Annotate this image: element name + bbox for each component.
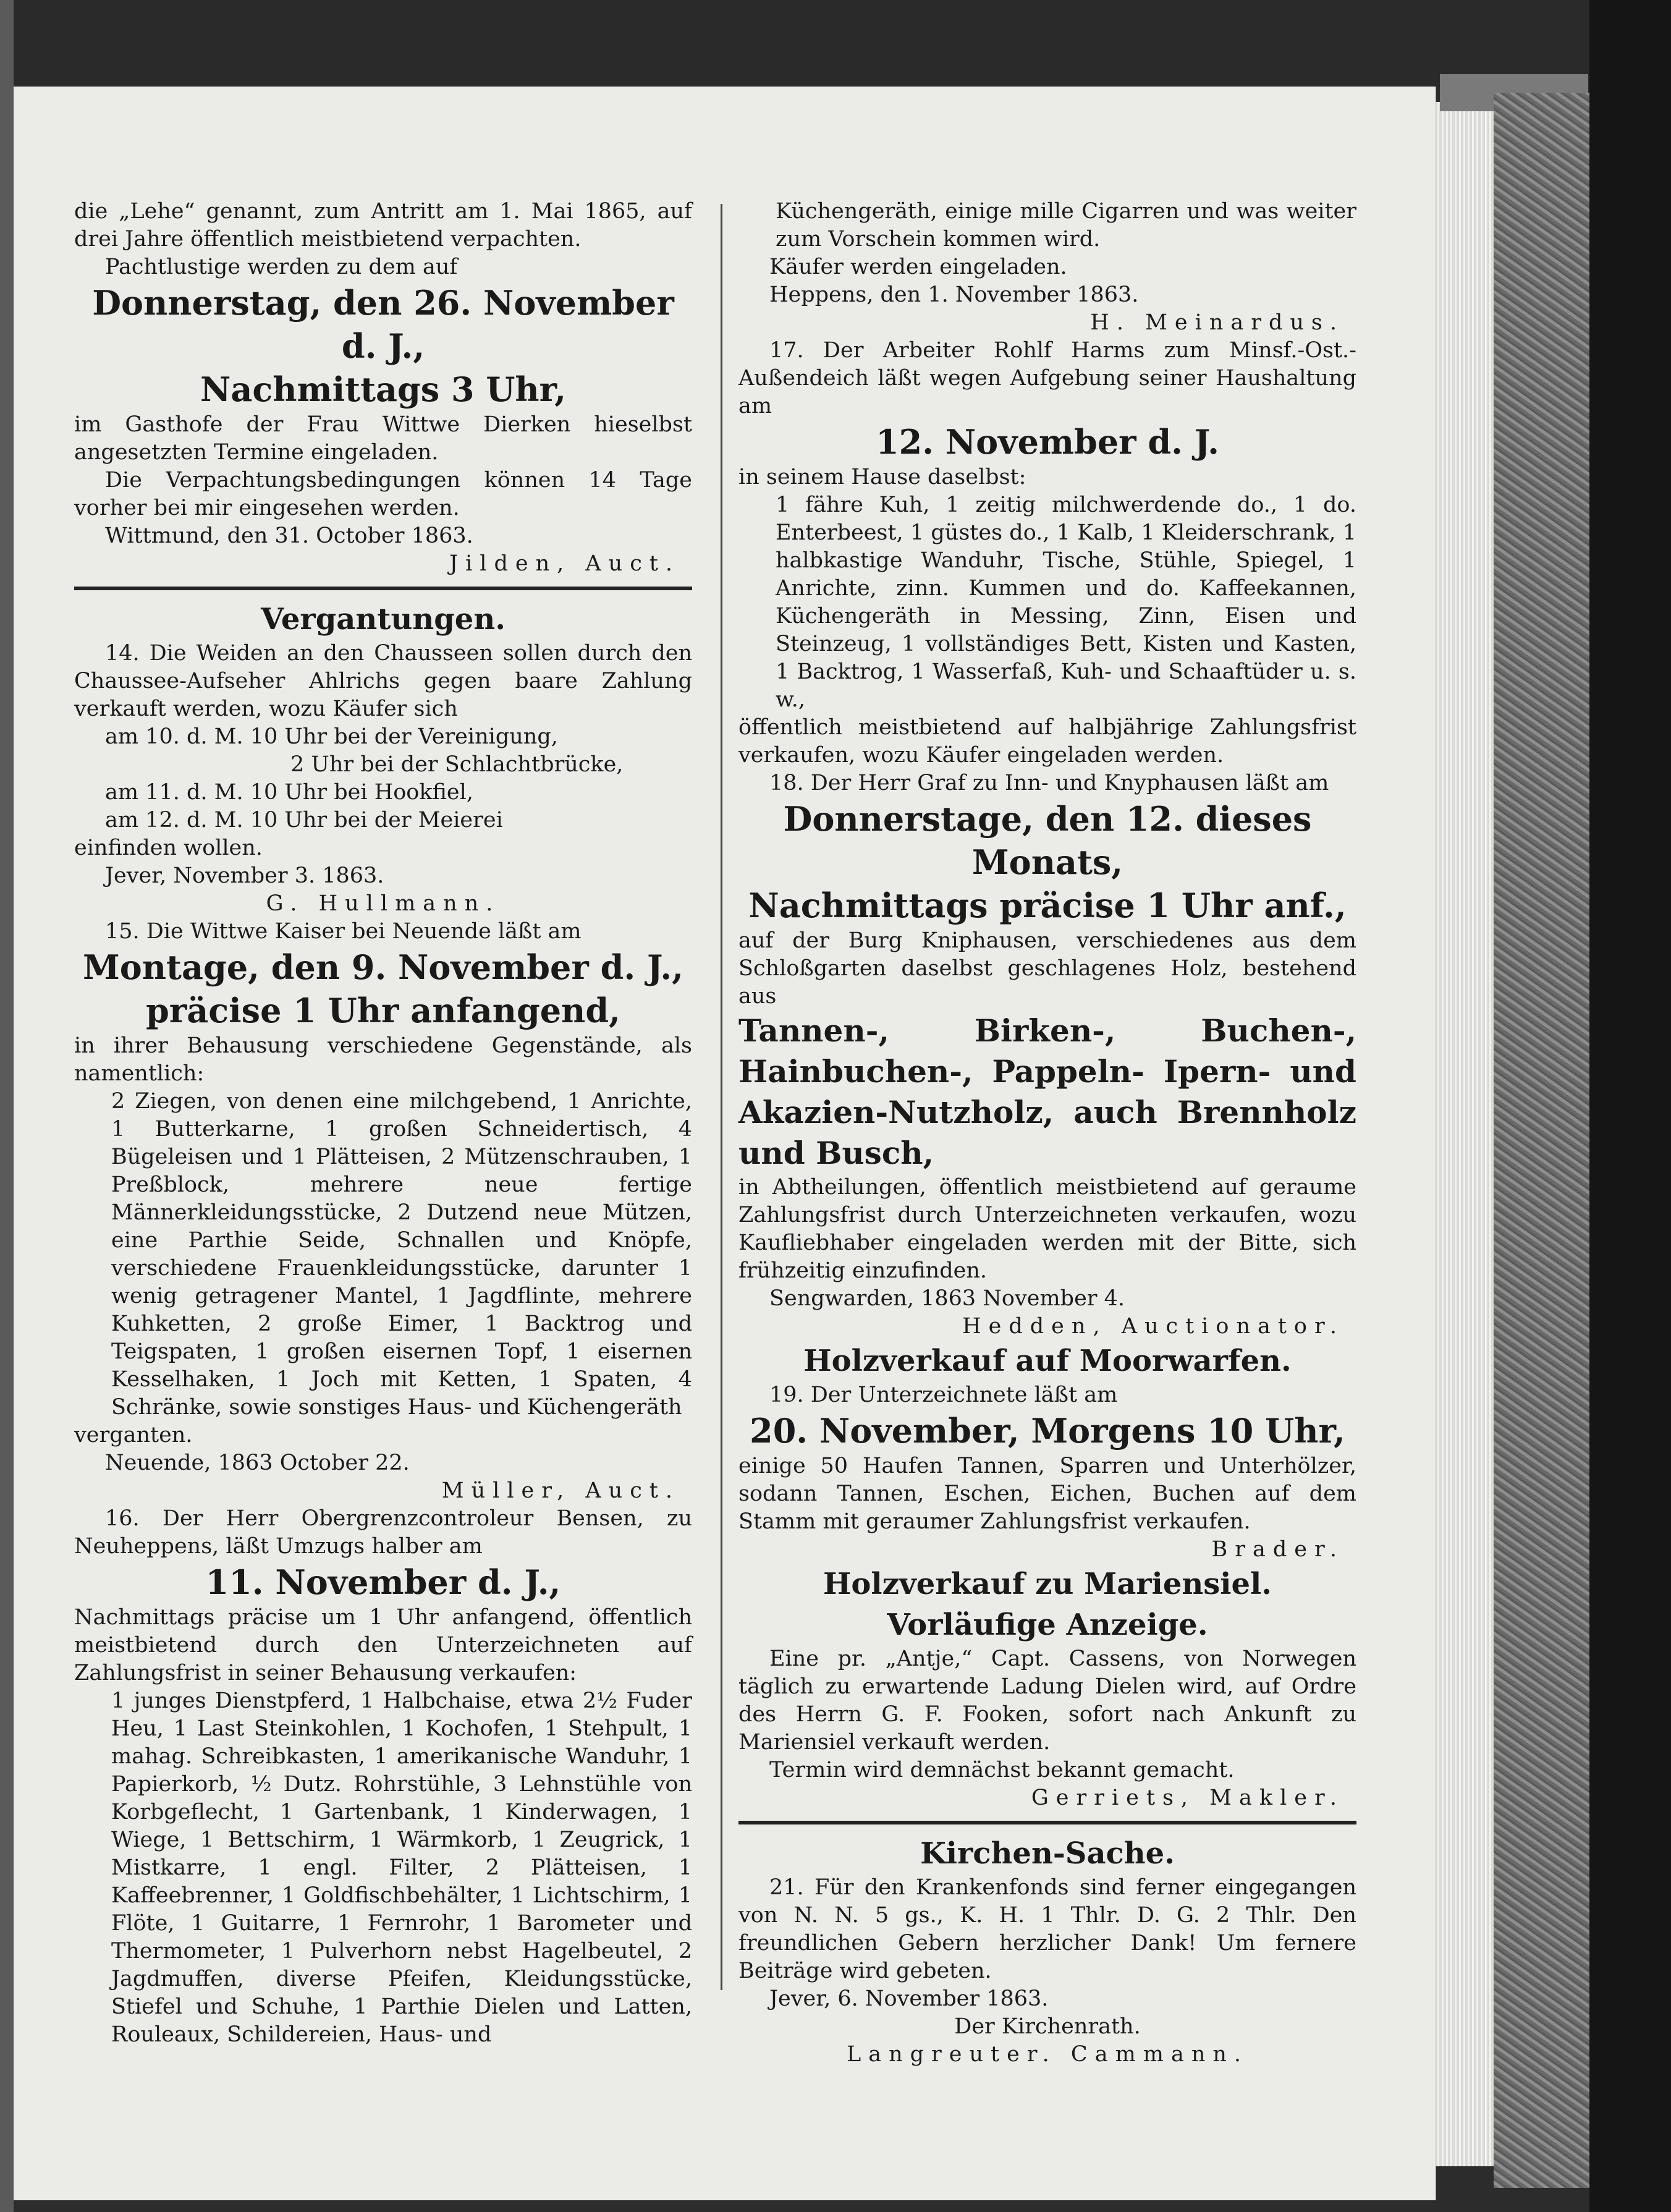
headline-date: Donnerstage, den 12. dieses Monats, bbox=[783, 799, 1312, 882]
notice-text: Eine pr. „Antje,“ Capt. Cassens, von Norwegen täglich zu erwartende Ladung Dielen wird, auf Ordre des Herrn G. F. Fooken, sofort nach Ankunft zu Mariensiel verkauft werden. bbox=[738, 1646, 1356, 1755]
headline-time: Nachmittags präcise 1 Uhr anf., bbox=[748, 886, 1347, 925]
text: Küchengeräth, einige mille Cigarren und was weiter zum Vorschein kommen wird. bbox=[776, 199, 1356, 252]
signature: H. Meinardus. bbox=[1090, 310, 1344, 335]
place-date: Jever, 6. November 1863. bbox=[769, 1986, 1049, 2011]
headline-goods: Tannen-, Birken-, Buchen-, Hainbuchen-, Pappeln- Ipern- und Akazien-Nutzholz, auch Brennholz und Busch, bbox=[738, 1012, 1356, 1171]
signature: Langreuter. Cammann. bbox=[846, 2042, 1249, 2067]
right-column bbox=[738, 198, 1356, 2069]
text: im Gasthofe der Frau Wittwe Dierken hieselbst angesetzten Termine eingeladen. bbox=[74, 412, 692, 465]
page-stack-edges bbox=[1435, 102, 1494, 2166]
section-heading: Kirchen-Sache. bbox=[920, 1836, 1175, 1871]
notice-text: 18. Der Herr Graf zu Inn- und Knyphausen läßt am bbox=[769, 771, 1329, 795]
text: in seinem Hause daselbst: bbox=[738, 465, 1026, 489]
place-date: Wittmund, den 31. October 1863. bbox=[105, 523, 473, 548]
headline-date: Montage, den 9. November d. J., bbox=[83, 947, 683, 987]
notice-text: 14. Die Weiden an den Chausseen sollen durch den Chaussee-Aufseher Ahlrichs gegen baare Zahlung verkauft werden, wozu Käufer sich bbox=[74, 641, 692, 721]
text: Käufer werden eingeladen. bbox=[769, 255, 1067, 279]
signature: Brader. bbox=[1211, 1537, 1344, 1562]
notice-text: 21. Für den Krankenfonds sind ferner eingegangen von N. N. 5 gs., K. H. 1 Thlr. D. G. 2 Thlr. Den freundlichen Gebern herzlicher Dank! Um fernere Beiträge wird gebeten. bbox=[738, 1875, 1356, 1983]
section-heading: Vergantungen. bbox=[261, 602, 506, 637]
schedule-line: 2 Uhr bei der Schlachtbrücke, bbox=[290, 752, 624, 777]
notice-text: 17. Der Arbeiter Rohlf Harms zum Minsf.-Ost.-Außendeich läßt wegen Aufgebung seiner Haushaltung am bbox=[738, 338, 1356, 418]
headline-date: 12. November d. J. bbox=[876, 422, 1219, 462]
schedule-line: am 12. d. M. 10 Uhr bei der Meierei bbox=[105, 808, 503, 833]
headline-date: 20. November, Morgens 10 Uhr, bbox=[750, 1411, 1345, 1451]
notice-text: 15. Die Wittwe Kaiser bei Neuende läßt am bbox=[105, 919, 582, 944]
facing-page-edge bbox=[0, 0, 14, 2212]
text: Die Verpachtungsbedingungen können 14 Tage vorher bei mir eingesehen werden. bbox=[74, 468, 692, 520]
signature: Jilden, Auct. bbox=[449, 551, 680, 576]
signature: Hedden, Auctionator. bbox=[962, 1314, 1344, 1339]
schedule-line: am 10. d. M. 10 Uhr bei der Vereinigung, bbox=[105, 724, 558, 749]
signature: Gerriets, Makler. bbox=[1031, 1786, 1344, 1810]
section-rule bbox=[738, 1821, 1356, 1824]
place-date: Sengwarden, 1863 November 4. bbox=[769, 1286, 1125, 1311]
scan-background-right bbox=[1589, 0, 1671, 2212]
text: Pachtlustige werden zu dem auf bbox=[105, 255, 458, 279]
section-subheading: Vorläufige Anzeige. bbox=[887, 1608, 1208, 1642]
signature: Müller, Auct. bbox=[441, 1478, 680, 1503]
place-date: Jever, November 3. 1863. bbox=[105, 863, 384, 888]
notice-text: 19. Der Unterzeichnete läßt am bbox=[769, 1383, 1118, 1407]
section-rule bbox=[74, 587, 692, 590]
item-list: 1 fähre Kuh, 1 zeitig milchwerdende do., 1 do. Enterbeest, 1 güstes do., 1 Kalb, 1 Kleiderschrank, 1 halbkastige Wanduhr, Tische, Stühle, Spiegel, 1 Anrichte, zinn. Kummen und do. Kaffeekannen, Küchengeräth in Messing, Zinn, Eisen und Steinzeug, 1 vollständiges Bett, Kisten und Kasten, 1 Backtrog, 1 Wasserfaß, Kuh- und Schaaftüder u. s. w., bbox=[776, 493, 1356, 712]
signature-title: Der Kirchenrath. bbox=[954, 2014, 1141, 2039]
place-date: Heppens, den 1. November 1863. bbox=[769, 282, 1139, 307]
marbled-book-cover bbox=[1494, 93, 1589, 2188]
headline-date: Donnerstag, den 26. November d. J., bbox=[92, 283, 674, 366]
text: in ihrer Behausung verschiedene Gegenstände, als namentlich: bbox=[74, 1033, 692, 1086]
headline-date: 11. November d. J., bbox=[205, 1562, 561, 1602]
text: auf der Burg Kniphausen, verschiedenes aus dem Schloßgarten daselbst geschlagenes Holz, bestehend aus bbox=[738, 928, 1356, 1009]
notice-text: 16. Der Herr Obergrenzcontroleur Bensen, zu Neuheppens, läßt Umzugs halber am bbox=[74, 1506, 692, 1559]
column-divider bbox=[721, 204, 722, 1990]
text: einfinden wollen. bbox=[74, 836, 263, 860]
text: die „Lehe“ genannt, zum Antritt am 1. Mai 1865, auf drei Jahre öffentlich meistbietend verpachten. bbox=[74, 199, 692, 252]
schedule-line: am 11. d. M. 10 Uhr bei Hookfiel, bbox=[105, 780, 473, 805]
text: Nachmittags präcise um 1 Uhr anfangend, öffentlich meistbietend durch den Unterzeichneten auf Zahlungsfrist in seiner Behausung verkaufen: bbox=[74, 1605, 692, 1685]
text: in Abtheilungen, öffentlich meistbietend auf geraume Zahlungsfrist durch Unterzeichneten verkaufen, wozu Kaufliebhaber eingeladen werden mit der Bitte, sich frühzeitig einzufinden. bbox=[738, 1175, 1356, 1283]
headline-time: Nachmittags 3 Uhr, bbox=[200, 370, 567, 409]
headline-time: präcise 1 Uhr anfangend, bbox=[146, 991, 620, 1030]
scan-background-top bbox=[14, 0, 1670, 87]
text: Termin wird demnächst bekannt gemacht. bbox=[769, 1758, 1235, 1782]
signature: G. Hullmann. bbox=[266, 891, 501, 916]
section-heading: Holzverkauf zu Mariensiel. bbox=[823, 1567, 1272, 1601]
left-column bbox=[74, 198, 692, 2049]
text: einige 50 Haufen Tannen, Sparren und Unterhölzer, sodann Tannen, Eschen, Eichen, Buchen auf dem Stamm mit geraumer Zahlungsfrist verkaufen. bbox=[738, 1454, 1356, 1534]
section-heading: Holzverkauf auf Moorwarfen. bbox=[803, 1344, 1292, 1378]
place-date: Neuende, 1863 October 22. bbox=[105, 1451, 410, 1475]
item-list: 2 Ziegen, von denen eine milchgebend, 1 Anrichte, 1 Butterkarne, 1 großen Schneidertisch, 4 Bügeleisen und 1 Plätteisen, 2 Mützenschrauben, 1 Preßblock, mehrere neue fertige Männerkleidungsstücke, 2 Dutzend neue Mützen, eine Parthie Seide, Schnallen und Knöpfe, verschiedene Frauenkleidungsstücke, darunter 1 wenig getragener Mantel, 1 Jagdflinte, mehrere Kuhketten, 2 große Eimer, 1 Backtrog und Teigspaten, 1 großen eisernen Topf, 1 eisernen Kesselhaken, 1 Joch mit Ketten, 1 Spaten, 4 Schränke, sowie sonstiges Haus- und Küchengeräth bbox=[111, 1089, 692, 1420]
item-list: 1 junges Dienstpferd, 1 Halbchaise, etwa 2½ Fuder Heu, 1 Last Steinkohlen, 1 Kochofen, 1 Stehpult, 1 mahag. Schreibkasten, 1 amerikanische Wanduhr, 1 Papierkorb, ½ Dutz. Rohrstühle, 3 Lehnstühle von Korbgeflecht, 1 Gartenbank, 1 Kinderwagen, 1 Wiege, 1 Bettschirm, 1 Wärmkorb, 1 Zeugrick, 1 Mistkarre, 1 engl. Filter, 2 Plätteisen, 1 Kaffeebrenner, 1 Goldfischbehälter, 1 Lichtschirm, 1 Flöte, 1 Guitarre, 1 Fernrohr, 1 Barometer und Thermometer, 1 Pulverhorn nebst Hagelbeutel, 2 Jagdmuffen, diverse Pfeifen, Kleidungsstücke, Stiefel und Schuhe, 1 Parthie Dielen und Latten, Rouleaux, Schildereien, Haus- und bbox=[111, 1689, 692, 2047]
text: öffentlich meistbietend auf halbjährige Zahlungsfrist verkaufen, wozu Käufer eingeladen werden. bbox=[738, 715, 1356, 768]
text: verganten. bbox=[74, 1423, 193, 1447]
